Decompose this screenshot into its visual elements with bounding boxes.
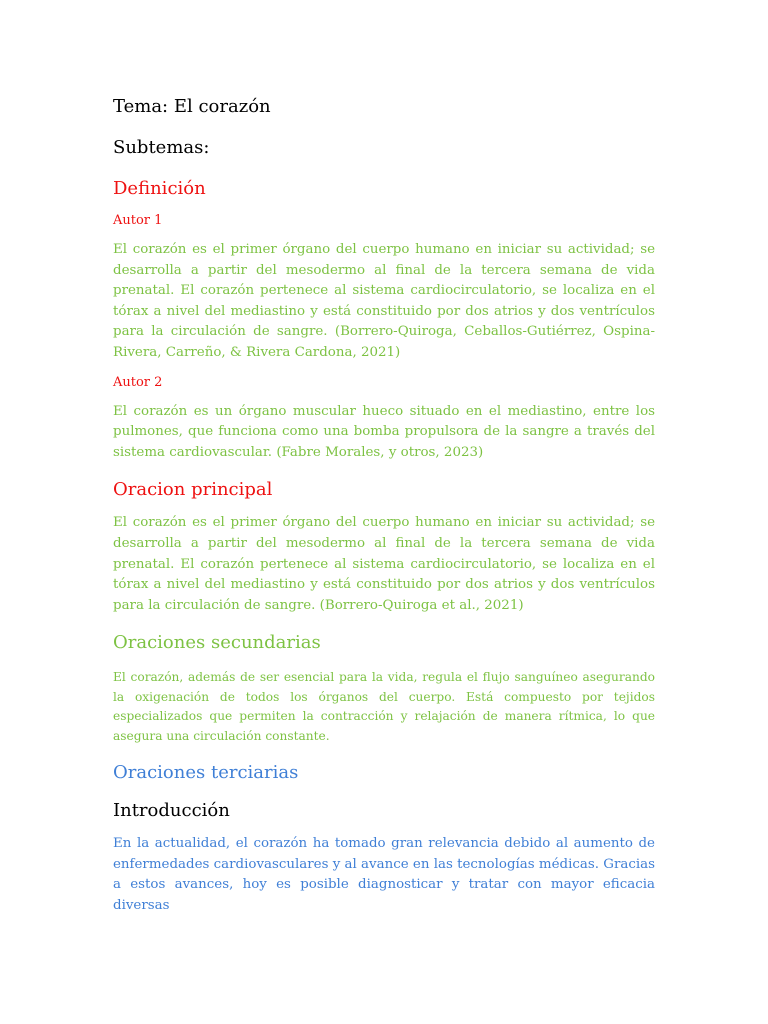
definition-heading: Definición xyxy=(113,178,206,199)
main-sentence-heading: Oracion principal xyxy=(113,479,273,501)
secondary-heading: Oraciones secundarias xyxy=(113,632,321,654)
subtopics-title: Subtemas: xyxy=(113,137,210,158)
topic-title: Tema: El corazón xyxy=(113,96,271,117)
secondary-paragraph: El corazón, además de ser esencial para la vida, regula el flujo sanguíneo asegurando la oxigenación de todos los órganos del cuerpo. Está compuesto por tejidos especializados que permiten la contracción y relajación de manera rítmica, lo que asegura una circulación constante. xyxy=(113,670,655,743)
introduction-heading: Introducción xyxy=(113,799,230,821)
introduction-paragraph: En la actualidad, el corazón ha tomado gran relevancia debido al aumento de enfermedades cardiovasculares y al avance en las tecnologías médicas. Gracias a estos avances, hoy es posible diagnosticar y tratar con mayor eficacia diversas xyxy=(113,835,655,913)
document-page xyxy=(113,94,655,926)
author-1-paragraph: El corazón es el primer órgano del cuerpo humano en iniciar su actividad; se desarrolla a partir del mesodermo al final de la tercera semana de vida prenatal. El corazón pertenece al sistema cardiocirculatorio, se localiza en el tórax a nivel del mediastino y está constituido por dos atrios y dos ventrículos para la circulación de sangre. (Borrero-Quiroga, Ceballos-Gutiérrez, Ospina-Rivera, Carreño, & Rivera Cardona, 2021) xyxy=(113,242,655,360)
author-2-paragraph: El corazón es un órgano muscular hueco situado en el mediastino, entre los pulmones, que funciona como una bomba propulsora de la sangre a través del sistema cardiovascular. (Fabre Morales, y otros, 2023) xyxy=(113,403,655,460)
tertiary-heading: Oraciones terciarias xyxy=(113,761,299,783)
main-sentence-paragraph: El corazón es el primer órgano del cuerpo humano en iniciar su actividad; se desarrolla a partir del mesodermo al final de la tercera semana de vida prenatal. El corazón pertenece al sistema cardiocirculatorio, se localiza en el tórax a nivel del mediastino y está constituido por dos atrios y dos ventrículos para la circulación de sangre. (Borrero-Quiroga et al., 2021) xyxy=(113,515,655,613)
author-1-label: Autor 1 xyxy=(113,213,163,228)
author-2-label: Autor 2 xyxy=(113,374,163,390)
